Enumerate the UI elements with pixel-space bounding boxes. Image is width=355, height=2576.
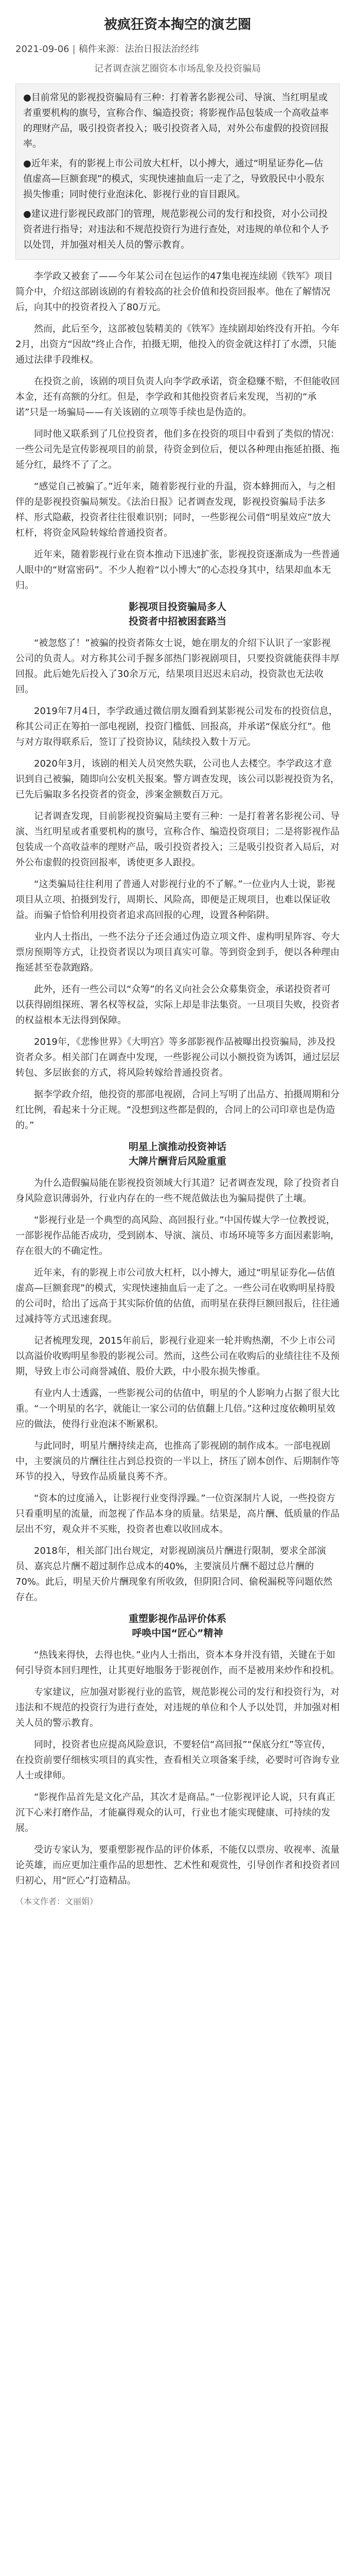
body-paragraph: 记者调查发现，目前影视投资骗局主要有三种：一是打着著名影视公司、导演、当红明星或者重要机构的旗号，宣称合作、编造投资项目；二是将影视作品包装成一个高收益率的理财产品，吸引投资者投入；三是吸引投资者入局后，对外公布虚假的投资回报率，诱使更多人跟投。	[15, 811, 340, 868]
body-paragraph: 近年来，有的影视上市公司放大杠杆，以小搏大，通过“明星证券化—估值虚高—巨额套现”的模式，实现快速抽血后一走了之。一些公司在收购明星持股的公司时，给出了远高于其实际价值的估值，而明星在获得巨额回报后，往往通过减持等方式迅速套现。	[15, 1267, 340, 1325]
subhead-line: 投资者中招被困套路当	[128, 616, 226, 627]
body-paragraph: 业内人士指出，一些不法分子还会通过伪造立项文件、虚构明星阵容、夸大票房预期等方式，让投资者误以为项目真实可靠。等到资金到手，便以各种理由拖延甚至卷款跑路。	[15, 931, 340, 973]
article-credit: （本文作者：文丽娟）	[15, 1896, 98, 1906]
article-byline: 记者调查演艺圈资本市场乱象及投资骗局	[94, 63, 261, 74]
body-paragraph: 同时他又联系到了几位投资者，他们多在投资的项目中看到了类似的情况：一些公司先是宣传影视项目的前景，待资金到位后，便以各种理由拖延拍摄、拖延分红，最终不了了之。	[15, 429, 340, 470]
subhead-line: 大牌片酬背后风险重重	[128, 1156, 226, 1167]
body-paragraph: 受访专家认为，要重塑影视作品的评价体系，不能仅以票房、收视率、流量论英雄，而应更加注重作品的思想性、艺术性和观赏性，引导创作者和投资者回归初心，用“匠心”打造精品。	[15, 1844, 340, 1886]
article-source: 稿件来源：法治日报法治经纬	[78, 44, 199, 55]
body-paragraph: 2019年，《悲惨世界》《大明宫》等多部影视作品被曝出投资骗局，涉及投资者众多。相关部门在调查中发现，一些影视公司以小额投资为诱饵，通过层层转包、多层嵌套的方式，将风险转嫁给普通投资者。	[15, 1037, 340, 1078]
body-paragraph: 同时，投资者也应提高风险意识，不要轻信“高回报”“保底分红”等宣传，在投资前要仔细核实项目的真实性，查看相关立项备案手续，必要时可咨询专业人士或律师。	[15, 1739, 340, 1781]
article-summary	[15, 83, 340, 260]
body-paragraph: “热钱来得快，去得也快。”业内人士指出，资本本身并没有错，关键在于如何引导资本回归理性，让其更好地服务于影视创作，而不是被用来炒作和投机。	[15, 1650, 340, 1676]
summary-item: ●近年来，有的影视上市公司放大杠杆，以小搏大，通过“明星证券化—估值虚高—巨额套现”的模式，实现快速抽血后一走了之，导致股民中小股东损失惨重；同时使行业泡沫化、影视行业的盲目跟风。	[23, 158, 325, 200]
body-paragraph: 在投资之前，该剧的项目负责人向李学政承诺，资金稳赚不赔，不但能收回本金，还有高额的分红。但是，李学政和其他投资者后来发现，当初的“承诺”只是一场骗局——有关该剧的立项等手续也是伪造的。	[15, 376, 340, 418]
section-subhead	[15, 1140, 340, 1168]
body-paragraph: 为什么造假骗局能在影视投资领域大行其道？记者调查发现，除了投资者自身风险意识薄弱外，行业内存在的一些不规范做法也为骗局提供了土壤。	[15, 1178, 340, 1204]
body-paragraph: 据李学政介绍，他投资的那部电视剧，合同上写明了出品方、拍摄周期和分红比例，看起来十分正规。“没想到这些都是假的，合同上的公司印章也是伪造的。”	[15, 1089, 340, 1131]
subhead-line: 呼唤中国“匠心”精神	[132, 1628, 223, 1639]
body-paragraph: 专家建议，应加强对影视行业的监管，规范影视公司的发行和投资行为，对违法和不规范的投资行为进行查处，对违规的单位和个人予以处罚，并加强对相关人员的警示教育。	[15, 1687, 340, 1728]
subhead-line: 影视项目投资骗局多人	[128, 601, 226, 613]
body-paragraph: 此外，还有一些公司以“众筹”的名义向社会公众募集资金，承诺投资者可以获得剧组探班、署名权等权益，实际上却是非法集资。一旦项目失败，投资者的权益根本无法得到保障。	[15, 984, 340, 1026]
body-paragraph: 有业内人士透露，一些影视公司的估值中，明星的个人影响力占据了很大比重。“一个明星的名字，就能让一家公司的估值翻上几倍。”这种过度依赖明星效应的做法，使得行业泡沫不断累积。	[15, 1388, 340, 1430]
body-paragraph: 李学政又被套了——今年某公司在包运作的47集电视连续剧《铁军》项目简介中，介绍这部剧该剧的有着较高的社会价值和投资回报率。他在了解情况后，向其中的投资者投入了80万元。	[15, 271, 333, 313]
article-body	[15, 269, 340, 1889]
body-paragraph: 近年来，随着影视行业在资本推动下迅速扩张，影视投资逐渐成为一些普通人眼中的“财富密码”。不少人抱着“以小博大”的心态投身其中，结果却血本无归。	[15, 549, 340, 591]
section-subhead	[15, 1612, 340, 1640]
body-paragraph: “影视行业是一个典型的高风险、高回报行业。”中国传媒大学一位教授说，一部影视作品能否成功，受到剧本、导演、演员、市场环境等多方面因素影响，存在很大的不确定性。	[15, 1215, 340, 1257]
body-paragraph: “这类骗局往往利用了普通人对影视行业的不了解。”一位业内人士说，影视项目从立项、拍摄到发行，周期长、风险高，即便是正规项目，也难以保证收益。而骗子恰恰利用投资者追求高回报的心理，设置各种陷阱。	[15, 879, 335, 921]
body-paragraph: 2019年7月4日，李学政通过微信朋友圈看到某影视公司发布的投资信息，称其公司正在筹拍一部电视剧，投资门槛低、回报高，并承诺“保底分红”。他与对方取得联系后，签订了投资协议，陆续投入数十万元。	[15, 706, 338, 748]
body-paragraph: 2020年3月，该剧的相关人员突然失联，公司也人去楼空。李学政这才意识到自己被骗，随即向公安机关报案。警方调查发现，该公司以影视投资为名，已先后骗取多名投资者的资金，涉案金额数百万元。	[15, 758, 340, 800]
summary-item: ●建议进行影视民政部门的管理，规范影视公司的发行和投资，对小公司投资者进行指导；对违法和不规范投资行为进行查处，对违规的单位和个人予以处罚，并加强对相关人员的警示教育。	[23, 209, 329, 250]
body-paragraph: “被忽悠了！”被骗的投资者陈女士说，她在朋友的介绍下认识了一家影视公司的负责人。对方称其公司手握多部热门影视剧项目，只要投资就能获得丰厚回报。此后她先后投入了30余万元，结果项目迟迟未启动，投资款也无法收回。	[15, 638, 340, 695]
section-subhead	[15, 600, 340, 629]
body-paragraph: 2018年，相关部门出台规定，对影视剧演员片酬进行限制，要求全部演员、嘉宾总片酬不超过制作总成本的40%，主要演员片酬不超过总片酬的70%。此后，明星天价片酬现象有所收敛，但阴阳合同、偷税漏税等问题依然存在。	[15, 1546, 333, 1603]
body-paragraph: “资本的过度涌入，让影视行业变得浮躁。”一位资深制片人说，一些投资方只看重明星的流量，而忽视了作品本身的质量。结果是，高片酬、低质量的作品层出不穷，观众并不买账，投资者也难以收回成本。	[15, 1493, 340, 1535]
subhead-line: 明星上演推动投资神话	[128, 1141, 226, 1153]
article-title: 被疯狂资本掏空的演艺圈	[103, 17, 251, 32]
body-paragraph: 与此同时，明星片酬持续走高，也推高了影视剧的制作成本。一部电视剧中，主要演员的片酬往往占到总投资的一半以上，挤压了剧本创作、后期制作等环节的投入，导致作品质量良莠不齐。	[15, 1440, 340, 1482]
subhead-line: 重塑影视作品评价体系	[128, 1613, 226, 1624]
body-paragraph: 记者梳理发现，2015年前后，影视行业迎来一轮并购热潮，不少上市公司以高溢价收购明星参股的影视公司。然而，这些公司在收购后的业绩往往不及预期，导致上市公司商誉减值、股价大跌，中小股东损失惨重。	[15, 1335, 340, 1377]
publish-date: 2021-09-06	[15, 44, 69, 55]
body-paragraph: “感觉自己被骗了。”近年来，随着影视行业的升温，资本蜂拥而入，与之相伴的是影视投资骗局频发。《法治日报》记者调查发现，影视投资骗局手法多样、形式隐蔽，投资者往往很难识别；同时，一些影视公司借“明星效应”放大杠杆，将资金风险转嫁给普通投资者。	[15, 481, 335, 538]
body-paragraph: 然而，此后至今，这部被包装精美的《铁军》连续剧却始终没有开拍。今年2月，出资方“因故”终止合作，拍摄无期，他投入的资金就这样打了水漂，只能通过法律手段维权。	[15, 324, 340, 365]
article-meta: 2021-09-06 | 稿件来源：法治日报法治经纬	[15, 44, 199, 55]
body-paragraph: “影视作品首先是文化产品，其次才是商品。”一位影视评论人说，只有真正沉下心来打磨作品，才能赢得观众的认可，行业也才能实现健康、可持续的发展。	[15, 1792, 335, 1834]
summary-item: ●目前常见的影视投资骗局有三种：打着著名影视公司、导演、当红明星或者重要机构的旗号，宣称合作、编造投资；将影视作品包装成一个高收益率的理财产品，吸引投资者投入；吸引投资者入局，对外公布虚假的投资回报率。	[23, 92, 329, 149]
